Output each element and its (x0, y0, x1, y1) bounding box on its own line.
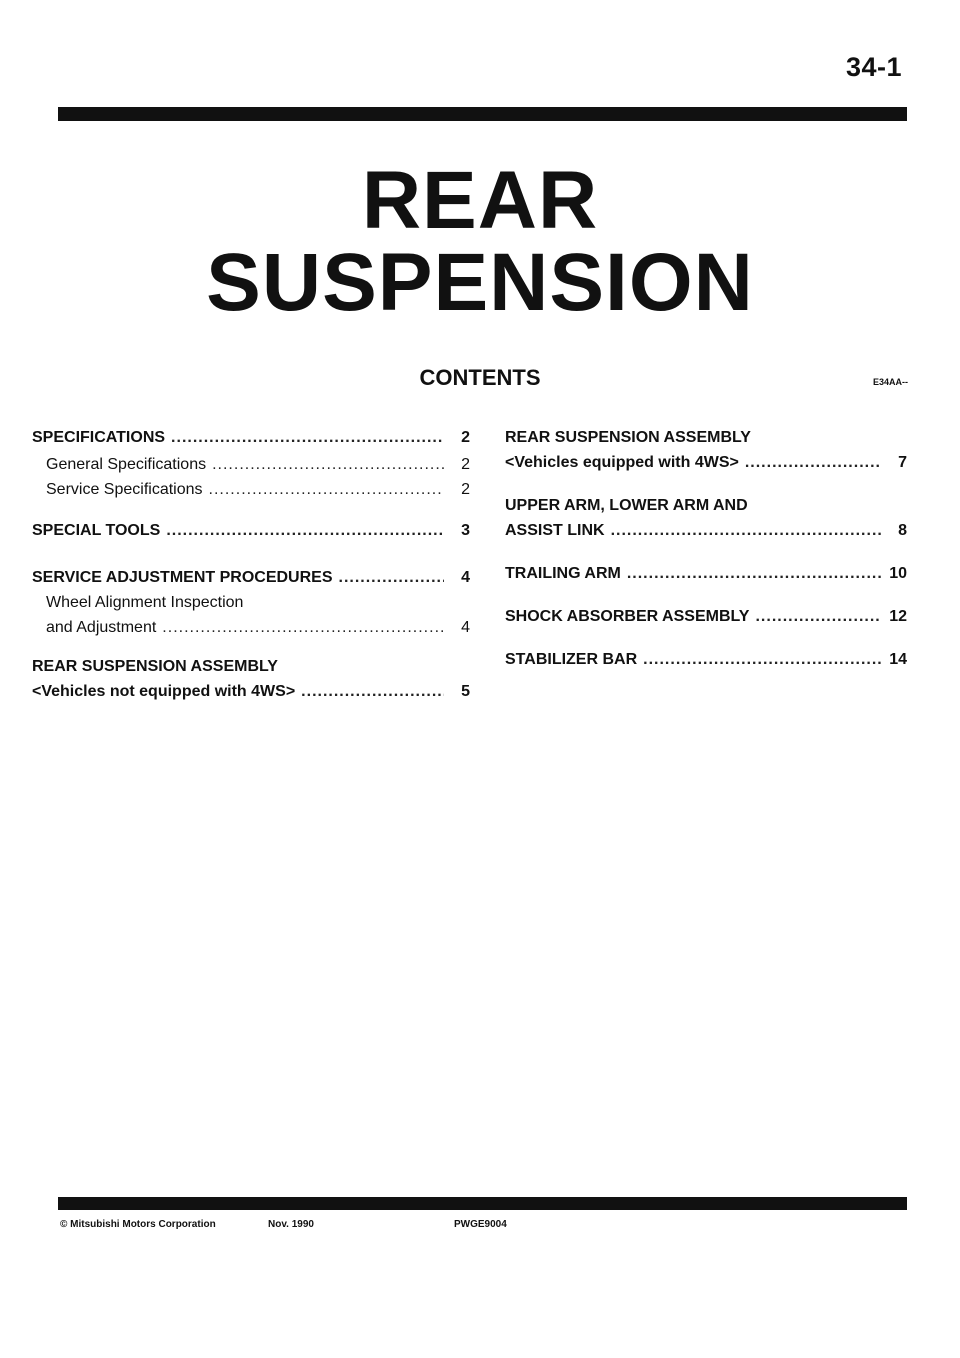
toc-entry-shock-absorber[interactable] (505, 604, 907, 629)
top-rule (58, 107, 907, 121)
toc-right-column (505, 425, 907, 672)
toc-entry-label: Service Specifications (46, 481, 203, 498)
toc-entry-upper-lower-arm[interactable] (505, 493, 907, 543)
leader-dots (301, 679, 444, 704)
leader-dots (643, 647, 881, 672)
section-code: E34AA-- (872, 377, 908, 387)
toc-entry-rear-suspension-4ws[interactable] (505, 425, 907, 475)
toc-entry-page: 2 (461, 481, 470, 498)
leader-dots (212, 452, 444, 477)
toc-entry-label: SERVICE ADJUSTMENT PROCEDURES (32, 569, 333, 586)
toc-entry-general-specifications[interactable] (32, 452, 470, 477)
toc-entry-rear-suspension-no-4ws[interactable] (32, 654, 470, 704)
toc-entry-label: <Vehicles not equipped with 4WS> (32, 683, 296, 700)
leader-dots (611, 518, 881, 543)
toc-entry-page: 2 (461, 429, 470, 446)
toc-entry-page: 12 (889, 608, 907, 625)
toc-entry-label: SHOCK ABSORBER ASSEMBLY (505, 608, 750, 625)
toc-entry-page: 8 (898, 522, 907, 539)
toc-entry-wheel-alignment[interactable] (32, 590, 470, 640)
leader-dots (627, 561, 881, 586)
leader-dots (162, 615, 444, 640)
toc-entry-specifications[interactable] (32, 425, 470, 450)
toc-entry-trailing-arm[interactable] (505, 561, 907, 586)
contents-heading: CONTENTS (419, 365, 541, 390)
toc-entry-label: TRAILING ARM (505, 565, 621, 582)
toc-entry-stabilizer-bar[interactable] (505, 647, 907, 672)
footer-doc-code: PWGE9004 (454, 1219, 507, 1230)
toc-entry-label: and Adjustment (46, 619, 157, 636)
toc-entry-page: 2 (461, 456, 470, 473)
toc-entry-page: 4 (461, 619, 470, 636)
page-title-line-2: SUSPENSION (206, 237, 754, 328)
toc-entry-label-line-1: REAR SUSPENSION ASSEMBLY (505, 429, 751, 446)
page-title-line-1: REAR (361, 155, 599, 246)
leader-dots (745, 450, 881, 475)
toc-entry-page: 3 (461, 522, 470, 539)
toc-entry-label-line-1: Wheel Alignment Inspection (46, 594, 244, 611)
leader-dots (339, 565, 445, 590)
footer-copyright: © Mitsubishi Motors Corporation (60, 1219, 216, 1230)
toc-entry-service-adjustment-procedures[interactable] (32, 565, 470, 590)
toc-entry-service-specifications[interactable] (32, 477, 470, 502)
toc-entry-label: SPECIAL TOOLS (32, 522, 161, 539)
toc-entry-page: 14 (889, 651, 907, 668)
toc-entry-label: <Vehicles equipped with 4WS> (505, 454, 739, 471)
leader-dots (755, 604, 881, 629)
toc-entry-label: STABILIZER BAR (505, 651, 638, 668)
toc-entry-page: 5 (461, 683, 470, 700)
toc-left-column (32, 425, 470, 704)
toc-entry-page: 7 (898, 454, 907, 471)
toc-entry-label: SPECIFICATIONS (32, 429, 166, 446)
toc-entry-special-tools[interactable] (32, 518, 470, 543)
page-number: 34-1 (845, 52, 902, 82)
toc-entry-label: ASSIST LINK (505, 522, 605, 539)
footer-date: Nov. 1990 (268, 1219, 314, 1230)
leader-dots (171, 425, 444, 450)
toc-entry-label-line-1: REAR SUSPENSION ASSEMBLY (32, 658, 278, 675)
toc-entry-page: 10 (889, 565, 907, 582)
bottom-rule (58, 1197, 907, 1210)
toc-entry-label-line-1: UPPER ARM, LOWER ARM AND (505, 497, 748, 514)
toc-entry-page: 4 (461, 569, 470, 586)
toc-entry-label: General Specifications (46, 456, 207, 473)
leader-dots (209, 477, 444, 502)
leader-dots (166, 518, 444, 543)
